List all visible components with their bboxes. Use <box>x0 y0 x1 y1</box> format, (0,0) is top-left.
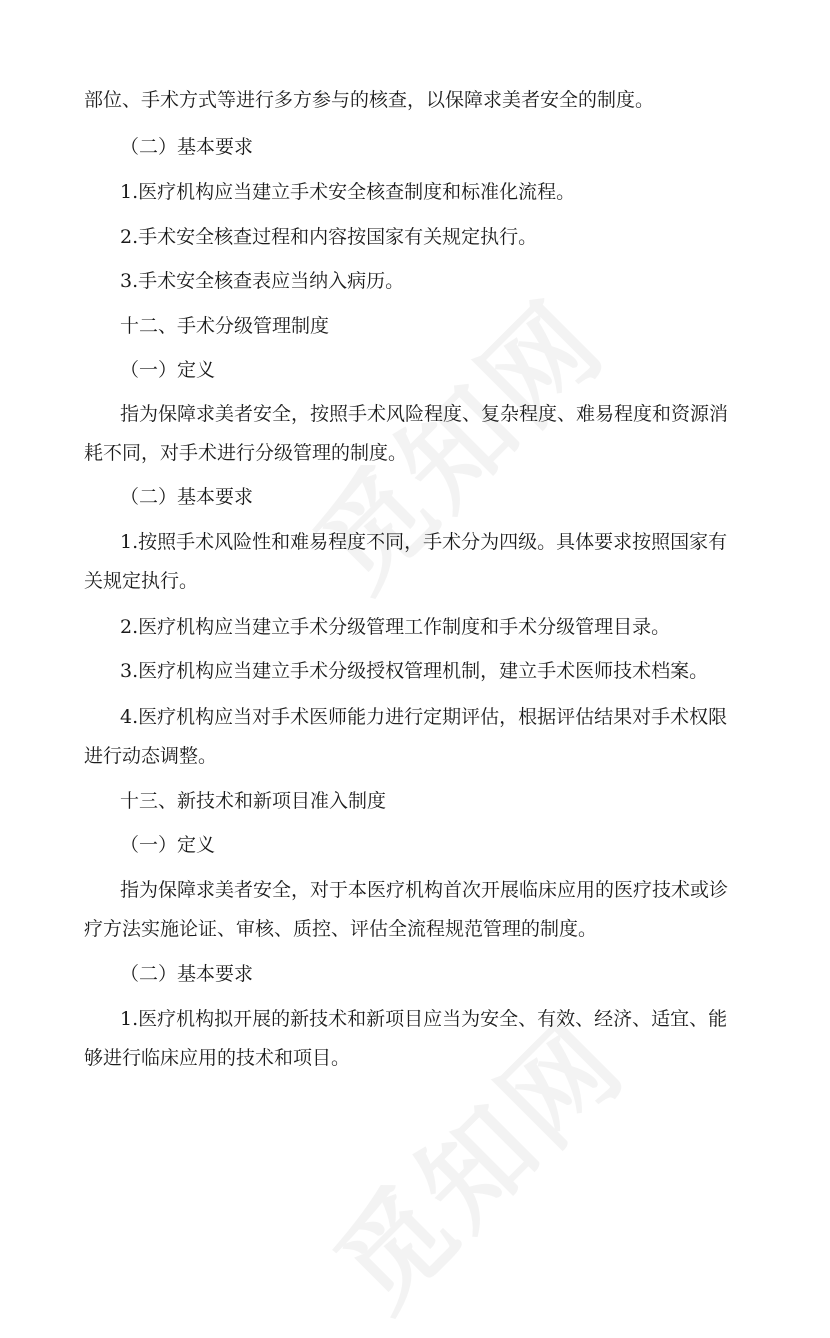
list-item: 3.医疗机构应当建立手术分级授权管理机制，建立手术医师技术档案。 <box>120 660 709 682</box>
body-line: 部位、手术方式等进行多方参与的核查，以保障求美者安全的制度。 <box>84 89 655 111</box>
list-item: 1.医疗机构拟开展的新技术和新项目应当为安全、有效、经济、适宜、能 <box>120 1008 728 1030</box>
list-item: 1.按照手术风险性和难易程度不同，手术分为四级。具体要求按照国家有 <box>120 531 728 553</box>
watermark <box>295 980 653 1338</box>
chapter-heading: 十二、手术分级管理制度 <box>120 315 330 337</box>
list-item: 2.手术安全核查过程和内容按国家有关规定执行。 <box>120 226 538 248</box>
section-heading: （一）定义 <box>120 834 216 856</box>
body-line: 耗不同，对手术进行分级管理的制度。 <box>84 442 408 464</box>
section-heading: （一）定义 <box>120 359 216 381</box>
list-item-continued: 关规定执行。 <box>84 570 199 592</box>
section-heading: （二）基本要求 <box>120 963 254 985</box>
list-item: 2.医疗机构应当建立手术分级管理工作制度和手术分级管理目录。 <box>120 616 671 638</box>
section-heading: （二）基本要求 <box>120 136 254 158</box>
list-item-continued: 够进行临床应用的技术和项目。 <box>84 1047 351 1069</box>
body-line: 指为保障求美者安全，对于本医疗机构首次开展临床应用的医疗技术或诊 <box>120 879 729 901</box>
list-item: 3.手术安全核查表应当纳入病历。 <box>120 270 405 292</box>
section-heading: （二）基本要求 <box>120 486 254 508</box>
chapter-heading: 十三、新技术和新项目准入制度 <box>120 790 387 812</box>
list-item: 4.医疗机构应当对手术医师能力进行定期评估，根据评估结果对手术权限 <box>120 706 728 728</box>
list-item-continued: 进行动态调整。 <box>84 745 218 767</box>
list-item: 1.医疗机构应当建立手术安全核查制度和标准化流程。 <box>120 181 576 203</box>
body-line: 指为保障求美者安全，按照手术风险程度、复杂程度、难易程度和资源消 <box>120 403 729 425</box>
body-line: 疗方法实施论证、审核、质控、评估全流程规范管理的制度。 <box>84 918 598 940</box>
